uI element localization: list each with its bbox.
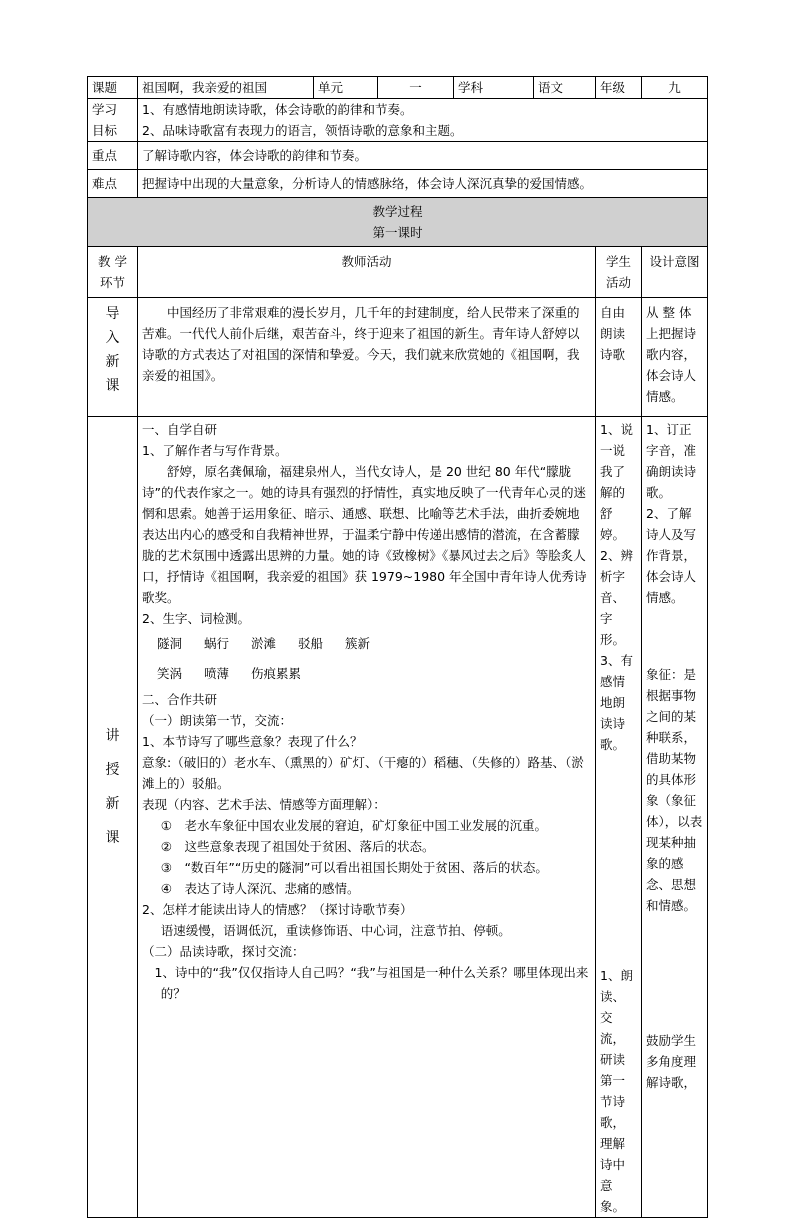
goals-content bbox=[138, 99, 708, 142]
intro-stage bbox=[88, 298, 138, 417]
topic-label: 课题 bbox=[88, 77, 138, 99]
subject-value: 语文 bbox=[534, 77, 596, 99]
intro-stage-char-3: 新 bbox=[105, 354, 120, 370]
design-spacer-1 bbox=[646, 608, 703, 664]
question-3: 1、诗中的“我”仅仅指诗人自己吗？“我”与祖国是一种什么关系？哪里体现出来的？ bbox=[154, 965, 589, 1001]
topic-value: 祖国啊，我亲爱的祖国 bbox=[138, 77, 314, 99]
goals-label-line-2: 目标 bbox=[92, 123, 118, 138]
grade-label: 年级 bbox=[596, 77, 642, 99]
design-intent-2: 2、了解诗人及写作背景，体会诗人情感。 bbox=[646, 506, 697, 605]
key-label: 重点 bbox=[88, 142, 138, 170]
expression-point-2: ② 这些意象表现了祖国处于贫困、落后的状态。 bbox=[160, 839, 435, 854]
design-intent-3: 象征：是根据事物之间的某种联系，借助某物的具体形象（象征体），以表现某种抽象的感念、思想和情感。 bbox=[646, 667, 703, 913]
lecture-stage-char-4: 课 bbox=[105, 830, 120, 846]
lecture-stage-char-2: 授 bbox=[105, 762, 120, 778]
intro-student: 自由朗读诗歌 bbox=[596, 298, 642, 417]
section-two-heading: （二）品读诗歌，探讨交流： bbox=[142, 944, 305, 959]
student-activity-1: 1、说一说我了解的舒婷。 bbox=[600, 422, 633, 542]
unit-label: 单元 bbox=[314, 77, 378, 99]
expression-heading: 表现（内容、艺术手法、情感等方面理解）： bbox=[142, 797, 386, 812]
author-background: 舒婷，原名龚佩瑜，福建泉州人，当代女诗人，是 20 世纪 80 年代“朦胧诗”的代表作家之一。她的诗具有强烈的抒情性，真实地反映了一代青年心灵的迷惘和思索。她善于运用象征、暗示、通感、联想、比喻等艺术手法，曲折委婉地表达出内心的感受和自我精神世界，于温柔宁静中传递出感情的潜流，在含蓄朦胧的艺术氛围中透露出思辨的力量。她的诗《致橡树》《暴风过去之后》等脍炙人口，抒情诗《祖国啊，我亲爱的祖国》获 1979~1980 年全国中青年诗人优秀诗歌奖。 bbox=[142, 464, 587, 605]
difficulty-row bbox=[88, 170, 708, 198]
design-column-head: 设计意图 bbox=[642, 247, 708, 298]
question-1: 1、本节诗写了哪些意象？表现了什么？ bbox=[142, 734, 363, 749]
word-item: 隧洞 bbox=[157, 636, 183, 651]
expression-point-3: ③ “数百年”“历史的隧洞”可以看出祖国长期处于贫困、落后的状态。 bbox=[160, 860, 548, 875]
question-2: 2、怎样才能读出诗人的情感？（探讨诗歌节奏） bbox=[142, 902, 413, 917]
word-list-2 bbox=[142, 659, 591, 689]
lecture-stage-char-3: 新 bbox=[105, 796, 120, 812]
subject-label: 学科 bbox=[454, 77, 534, 99]
expression-point-4: ④ 表达了诗人深沉、悲痛的感情。 bbox=[160, 881, 360, 896]
lecture-design bbox=[642, 417, 708, 1218]
intro-row bbox=[88, 298, 708, 417]
expression-point-1: ① 老水车象征中国农业发展的窘迫，矿灯象征中国工业发展的沉重。 bbox=[160, 818, 547, 833]
grade-value: 九 bbox=[642, 77, 708, 99]
unit-value: 一 bbox=[378, 77, 454, 99]
teacher-column-head: 教师活动 bbox=[138, 247, 596, 298]
column-head-row bbox=[88, 247, 708, 298]
design-spacer-2 bbox=[646, 916, 703, 1030]
word-item: 喷薄 bbox=[204, 666, 230, 681]
lesson-plan-table bbox=[87, 76, 708, 1218]
word-item: 笑涡 bbox=[157, 666, 183, 681]
key-text: 了解诗歌内容，体会诗歌的韵律和节奏。 bbox=[138, 142, 708, 170]
word-item: 簇新 bbox=[345, 636, 371, 651]
self-study-heading: 一、自学自研 bbox=[142, 422, 218, 437]
student-activity-3: 3、有感情地朗读诗歌。 bbox=[600, 653, 633, 752]
imagery-answer: 意象:（破旧的）老水车、（熏黑的）矿灯、（干瘪的）稻穗、（失修的）路基、（淤滩上的）驳船。 bbox=[142, 755, 584, 791]
student-activity-2: 2、辨析字音、字形。 bbox=[600, 548, 633, 647]
student-spacer bbox=[600, 755, 637, 965]
process-heading-row bbox=[88, 198, 708, 247]
word-check-task: 2、生字、词检测。 bbox=[142, 611, 250, 626]
word-item: 驳船 bbox=[298, 636, 324, 651]
intro-stage-char-4: 课 bbox=[105, 378, 120, 394]
intro-design: 从 整 体上把握诗歌内容，体会诗人情感。 bbox=[642, 298, 708, 417]
author-task: 1、了解作者与写作背景。 bbox=[142, 443, 288, 458]
goals-label bbox=[88, 99, 138, 142]
intro-stage-char-2: 入 bbox=[105, 330, 120, 346]
stage-head-line-2: 环节 bbox=[99, 275, 125, 290]
stage-column-head bbox=[88, 247, 138, 298]
goals-label-line-1: 学习 bbox=[92, 102, 118, 117]
difficulty-text: 把握诗中出现的大量意象，分析诗人的情感脉络，体会诗人深沉真挚的爱国情感。 bbox=[138, 170, 708, 198]
header-row bbox=[88, 77, 708, 99]
lesson-plan bbox=[87, 76, 707, 1218]
lecture-teacher bbox=[138, 417, 596, 1218]
section-one-heading: （一）朗读第一节，交流： bbox=[142, 713, 293, 728]
intro-teacher-text: 中国经历了非常艰难的漫长岁月，几千年的封建制度，给人民带来了深重的苦难。一代代人前仆后继，艰苦奋斗，终于迎来了祖国的新生。青年诗人舒婷以诗歌的方式表达了对祖国的深情和挚爱。今天，我们就来欣赏她的《祖国啊，我亲爱的祖国》。 bbox=[142, 305, 580, 383]
word-item: 蜗行 bbox=[204, 636, 230, 651]
rhythm-answer: 语速缓慢，语调低沉，重读修饰语、中心词，注意节拍、停顿。 bbox=[160, 923, 511, 938]
process-heading bbox=[88, 198, 708, 247]
design-intent-1: 1、订正字音，准确朗读诗歌。 bbox=[646, 422, 697, 500]
design-intent-4: 鼓励学生多角度理解诗歌， bbox=[646, 1033, 697, 1090]
process-title: 教学过程 bbox=[372, 204, 423, 219]
intro-teacher bbox=[138, 298, 596, 417]
word-list-1 bbox=[142, 629, 591, 659]
key-row bbox=[88, 142, 708, 170]
word-item: 伤痕累累 bbox=[251, 666, 302, 681]
student-column-head: 学生活动 bbox=[596, 247, 642, 298]
stage-head-line-1: 教 学 bbox=[98, 254, 127, 269]
word-item: 淤滩 bbox=[251, 636, 277, 651]
goal-item-2: 2、品味诗歌富有表现力的语言，领悟诗歌的意象和主题。 bbox=[142, 123, 463, 138]
student-activity-4: 1、朗读、交流，研读第一节诗歌，理解诗中意象。 bbox=[600, 968, 633, 1214]
lecture-row bbox=[88, 417, 708, 1218]
intro-stage-char-1: 导 bbox=[105, 306, 120, 322]
process-subtitle: 第一课时 bbox=[372, 225, 423, 240]
lecture-stage-char-1: 讲 bbox=[105, 728, 120, 744]
difficulty-label: 难点 bbox=[88, 170, 138, 198]
goals-row bbox=[88, 99, 708, 142]
lecture-student bbox=[596, 417, 642, 1218]
lecture-stage bbox=[88, 417, 138, 1218]
goal-item-1: 1、有感情地朗读诗歌，体会诗歌的韵律和节奏。 bbox=[142, 102, 413, 117]
cooperation-heading: 二、合作共研 bbox=[142, 692, 218, 707]
